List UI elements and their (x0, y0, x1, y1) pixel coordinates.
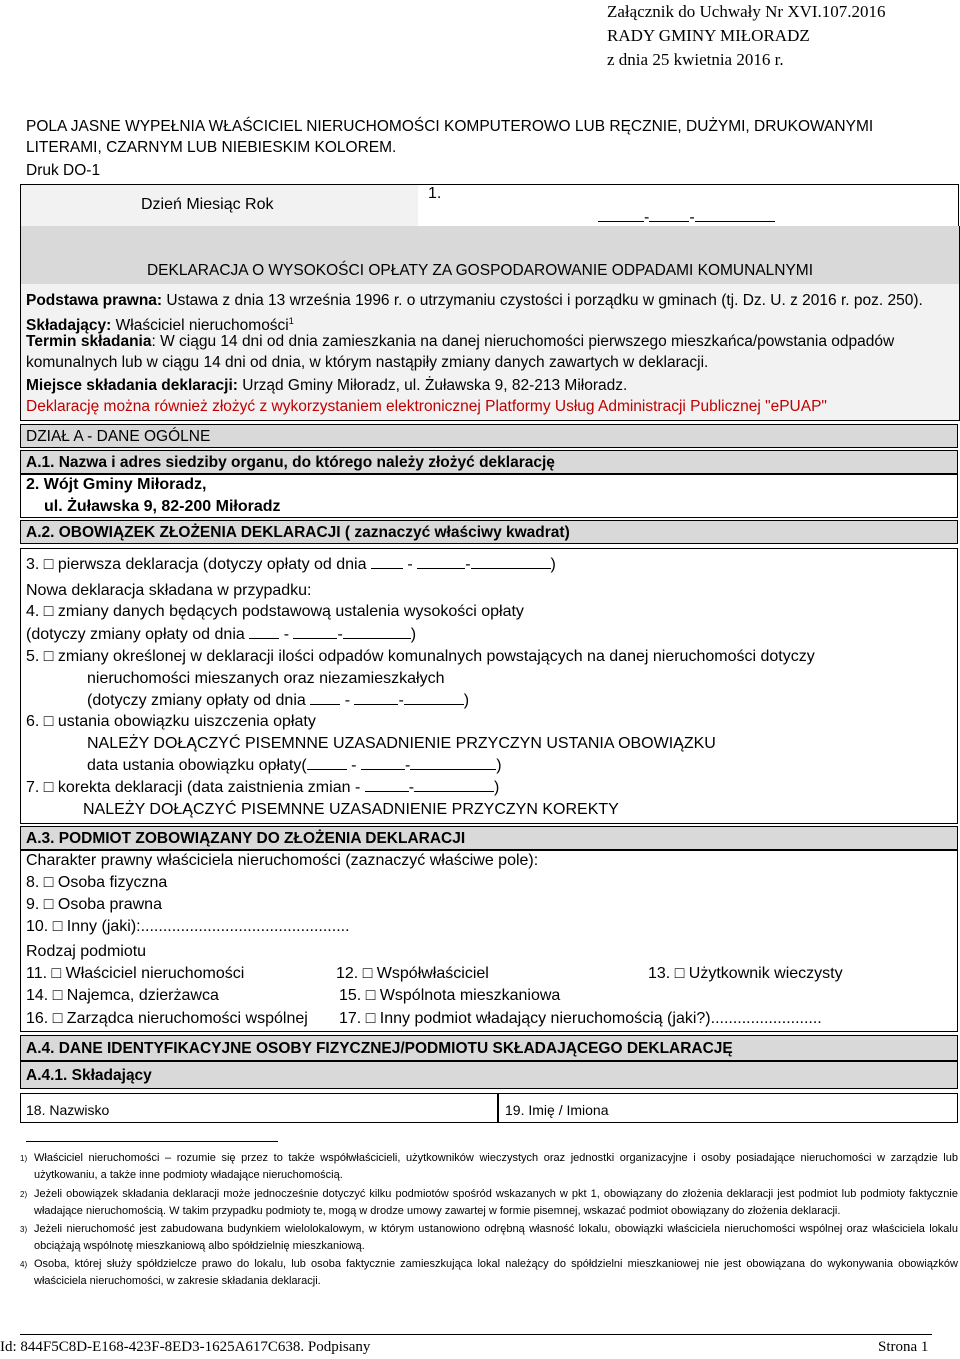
opt3-day-blank[interactable] (371, 554, 403, 569)
year-blank[interactable] (695, 207, 775, 222)
page-footer-rule (20, 1334, 932, 1335)
option-16[interactable]: 16. □ Zarządca nieruchomości wspólnej (26, 1010, 308, 1027)
attachment-header (607, 0, 886, 72)
footnote-3-num: 3) (20, 1225, 28, 1234)
sep: - (408, 779, 415, 796)
sep: - (398, 692, 404, 709)
authority-line-1: 2. Wójt Gminy Miłoradz, (26, 476, 207, 493)
option-12[interactable]: 12. □ Współwłaściciel (336, 965, 489, 982)
opt3-year-blank[interactable] (471, 554, 551, 569)
sep: - (283, 626, 290, 643)
option-6[interactable]: 6. □ ustania obowiązku uiszczenia opłaty (26, 713, 316, 730)
option-5[interactable]: 5. □ zmiany określonej w deklaracji ilości odpadów komunalnych powstających na danej nieruchomości dotyczy (26, 648, 815, 665)
option-3[interactable] (26, 554, 556, 576)
sep: - (404, 757, 411, 774)
option-14[interactable]: 14. □ Najemca, dzierżawca (26, 987, 219, 1004)
a41-title: A.4.1. Składający (26, 1067, 152, 1084)
a1-title: A.1. Nazwa i adres siedziby organu, do którego należy złożyć deklarację (26, 454, 555, 471)
attachment-line-2: RADY GMINY MIŁORADZ (607, 26, 810, 45)
option-13[interactable]: 13. □ Użytkownik wieczysty (648, 965, 843, 982)
footnote-1 (20, 1150, 958, 1184)
submission-place-text: Urząd Gminy Miłoradz, ul. Żuławska 9, 82-213 Miłoradz. (237, 377, 628, 394)
footnote-4 (20, 1256, 958, 1290)
first-name-field[interactable] (498, 1093, 958, 1123)
opt6-year-blank[interactable] (410, 755, 496, 770)
option-7-label: 7. □ korekta deklaracji (data zaistnienia zmian (26, 779, 351, 796)
legal-basis (26, 290, 956, 311)
date-label: Dzień Miesiąc Rok (141, 196, 274, 213)
option-7-note: NALEŻY DOŁĄCZYĆ PISEMNNE UZASADNIENIE PRZYCZYN KOREKTY (83, 801, 619, 818)
a1-header (20, 450, 958, 474)
footnote-2-num: 2) (20, 1190, 28, 1199)
option-5-date (87, 690, 469, 712)
footnote-1-num: 1) (20, 1154, 28, 1163)
month-blank[interactable] (649, 207, 689, 222)
opt5-month-blank[interactable] (354, 690, 398, 705)
attachment-line-1: Załącznik do Uchwały Nr XVI.107.2016 (607, 2, 886, 21)
paren: ) (410, 626, 417, 643)
date-sep-1: - (644, 209, 650, 226)
date-field-number: 1. (428, 185, 442, 202)
declaration-title: DEKLARACJA O WYSOKOŚCI OPŁATY ZA GOSPODAROWANIE ODPADAMI KOMUNALNYMI (146, 262, 814, 279)
day-blank[interactable] (598, 207, 644, 222)
first-name-label: 19. Imię / Imiona (505, 1102, 609, 1118)
sep: - (344, 692, 351, 709)
option-4-date-label: (dotyczy zmiany opłaty od dnia (26, 626, 245, 643)
epuap-note: Deklarację można również złożyć z wykorzystaniem elektronicznej Platformy Usług Administracji Publicznej "ePUAP" (26, 398, 827, 415)
attachment-line-3: z dnia 25 kwietnia 2016 r. (607, 50, 784, 69)
paren: ) (496, 757, 502, 774)
sep: - (465, 556, 471, 573)
a2-header (20, 520, 958, 544)
opt3-month-blank[interactable] (417, 554, 465, 569)
date-label-box (20, 184, 420, 228)
sep: - (351, 757, 357, 774)
option-8[interactable]: 8. □ Osoba fizyczna (26, 874, 168, 891)
date-sep-2: - (689, 209, 695, 226)
legal-basis-text: Ustawa z dnia 13 września 1996 r. o utrzymaniu czystości i porządku w gminach (tj. Dz. U. z 2016 r. poz. 250). (162, 292, 923, 309)
surname-label: 18. Nazwisko (26, 1102, 110, 1118)
legal-basis-label: Podstawa prawna: (26, 292, 163, 309)
submitter-label: Składający: (26, 317, 112, 335)
a41-header (20, 1061, 958, 1089)
opt5-day-blank[interactable] (310, 690, 340, 705)
opt4-day-blank[interactable] (249, 624, 279, 639)
footnote-3 (20, 1221, 958, 1255)
legal-form-question: Charakter prawny właściciela nieruchomości (zaznaczyć właściwe pole): (26, 852, 539, 869)
opt6-day-blank[interactable] (307, 755, 347, 770)
document-id: Id: 844F5C8D-E168-423F-8ED3-1625A617C638. Podpisany (0, 1339, 371, 1355)
deadline (26, 331, 956, 373)
sep: - (337, 626, 343, 643)
option-4-date (26, 624, 416, 646)
option-7[interactable] (26, 777, 499, 799)
form-code: Druk DO-1 (26, 162, 101, 179)
a3-title: A.3. PODMIOT ZOBOWIĄZANY DO ZŁOŻENIA DEKLARACJI (26, 830, 466, 847)
page-number: Strona 1 (878, 1339, 929, 1355)
option-5-date-label: (dotyczy zmiany opłaty od dnia (87, 692, 306, 709)
option-15[interactable]: 15. □ Wspólnota mieszkaniowa (339, 987, 561, 1004)
opt4-year-blank[interactable] (343, 624, 411, 639)
sep: - (407, 556, 413, 573)
deadline-text: : W ciągu 14 dni od dnia zamieszkania na danej nieruchomości pierwszego mieszkańca/powstania odpadów komunalnych lub w ciągu 14 dni od dnia, w którym nastąpiły zmiany danych zawartych w deklaracji. (26, 333, 895, 371)
section-a-title: DZIAŁ A - DANE OGÓLNE (26, 428, 211, 445)
fill-instructions: POLA JASNE WYPEŁNIA WŁAŚCICIEL NIERUCHOMOŚCI KOMPUTEROWO LUB RĘCZNIE, DUŻYMI, DRUKOWANYMI LITERAMI, CZARNYM LUB NIEBIESKIM KOLOREM. (26, 118, 874, 156)
date-field-blanks[interactable] (598, 207, 775, 227)
surname-field[interactable] (20, 1093, 498, 1123)
option-3-label: 3. □ pierwsza deklaracja (dotyczy opłaty od dnia (26, 556, 367, 573)
footnote-2-text: Jeżeli obowiązek składania deklaracji może jednocześnie dotyczyć kilku podmiotów spośród wskazanych w pkt 1, obowiązany do złożenia deklaracji jest podmiot lub podmioty faktycznie władające nieruchomością. W takim przypadku podmioty te, mogą w drodze umowy zawartej w formie pisemnej, wskazać podmiot obowiązany do złożenia deklaracji. (34, 1188, 958, 1217)
date-input-box[interactable] (418, 184, 959, 228)
option-6-date-label: data ustania obowiązku opłaty( (87, 757, 307, 774)
opt7-year-blank[interactable] (414, 777, 494, 792)
new-declaration-intro: Nowa deklaracja składana w przypadku: (26, 582, 312, 599)
footnote-4-num: 4) (20, 1260, 28, 1269)
option-10[interactable]: 10. □ Inny (jaki):............................................... (26, 918, 350, 935)
submitter-text: Właściciel nieruchomości (111, 317, 289, 335)
opt5-year-blank[interactable] (404, 690, 464, 705)
a4-title: A.4. DANE IDENTYFIKACYJNE OSOBY FIZYCZNEJ/PODMIOTU SKŁADAJĄCEGO DEKLARACJĘ (26, 1040, 733, 1057)
a2-title: A.2. OBOWIĄZEK ZŁOŻENIA DEKLARACJI ( zaznaczyć właściwy kwadrat) (26, 524, 570, 541)
opt4-month-blank[interactable] (293, 624, 337, 639)
footnote-4-text: Osoba, której służy spółdzielcze prawo do lokalu, lub osoba faktycznie zamieszkująca lokal należący do spółdzielni mieszkaniowej nie jest obowiązana do wykonywania obowiązków właściciela nieruchomości, w zakresie składania deklaracji. (34, 1258, 958, 1287)
option-17[interactable]: 17. □ Inny podmiot władający nieruchomością (jaki?)......................... (339, 1010, 822, 1027)
option-6-note: NALEŻY DOŁĄCZYĆ PISEMNNE UZASADNIENIE PRZYCZYN USTANIA OBOWIĄZKU (87, 735, 716, 752)
submitter-footnote-ref: 1 (288, 316, 294, 326)
option-9[interactable]: 9. □ Osoba prawna (26, 896, 162, 913)
opt6-month-blank[interactable] (361, 755, 405, 770)
opt7-month-blank[interactable] (365, 777, 409, 792)
footnote-1-text: Właściciel nieruchomości – rozumie się przez to także współwłaścicieli, użytkowników wieczystych oraz jednostki organizacyjne i osoby posiadające nieruchomości w zarządzie lub użytkowaniu, a także inne podmioty władające nieruchomością. (34, 1152, 958, 1181)
option-5-cont: nieruchomości mieszanych oraz niezamieszkałych (87, 670, 445, 687)
submission-place (26, 375, 956, 396)
section-a-header (20, 424, 958, 448)
option-6-date (87, 755, 502, 777)
footnote-3-text: Jeżeli nieruchomość jest zabudowana budynkiem wielolokalowym, w którym ustanowiono odrębną własność lokalu, obowiązki właściciela nieruchomości wspólnej oraz właściciela lokalu obciążają wspólnotę mieszkaniową albo spółdzielnię mieszkaniową. (34, 1223, 958, 1252)
deadline-label: Termin składania (26, 333, 152, 350)
option-4[interactable]: 4. □ zmiany danych będących podstawową ustalenia wysokości opłaty (26, 603, 524, 620)
sep: - (354, 779, 361, 796)
subject-type-label: Rodzaj podmiotu (26, 943, 147, 960)
paren: ) (494, 779, 500, 796)
paren: ) (463, 692, 470, 709)
paren: ) (550, 556, 556, 573)
footnote-separator (26, 1141, 278, 1142)
a4-header (20, 1035, 958, 1061)
submission-place-label: Miejsce składania deklaracji: (26, 377, 238, 394)
a3-header (20, 826, 958, 850)
authority-line-2: ul. Żuławska 9, 82-200 Miłoradz (44, 498, 281, 515)
footnote-2 (20, 1186, 958, 1220)
option-11[interactable]: 11. □ Właściciel nieruchomości (26, 965, 245, 982)
